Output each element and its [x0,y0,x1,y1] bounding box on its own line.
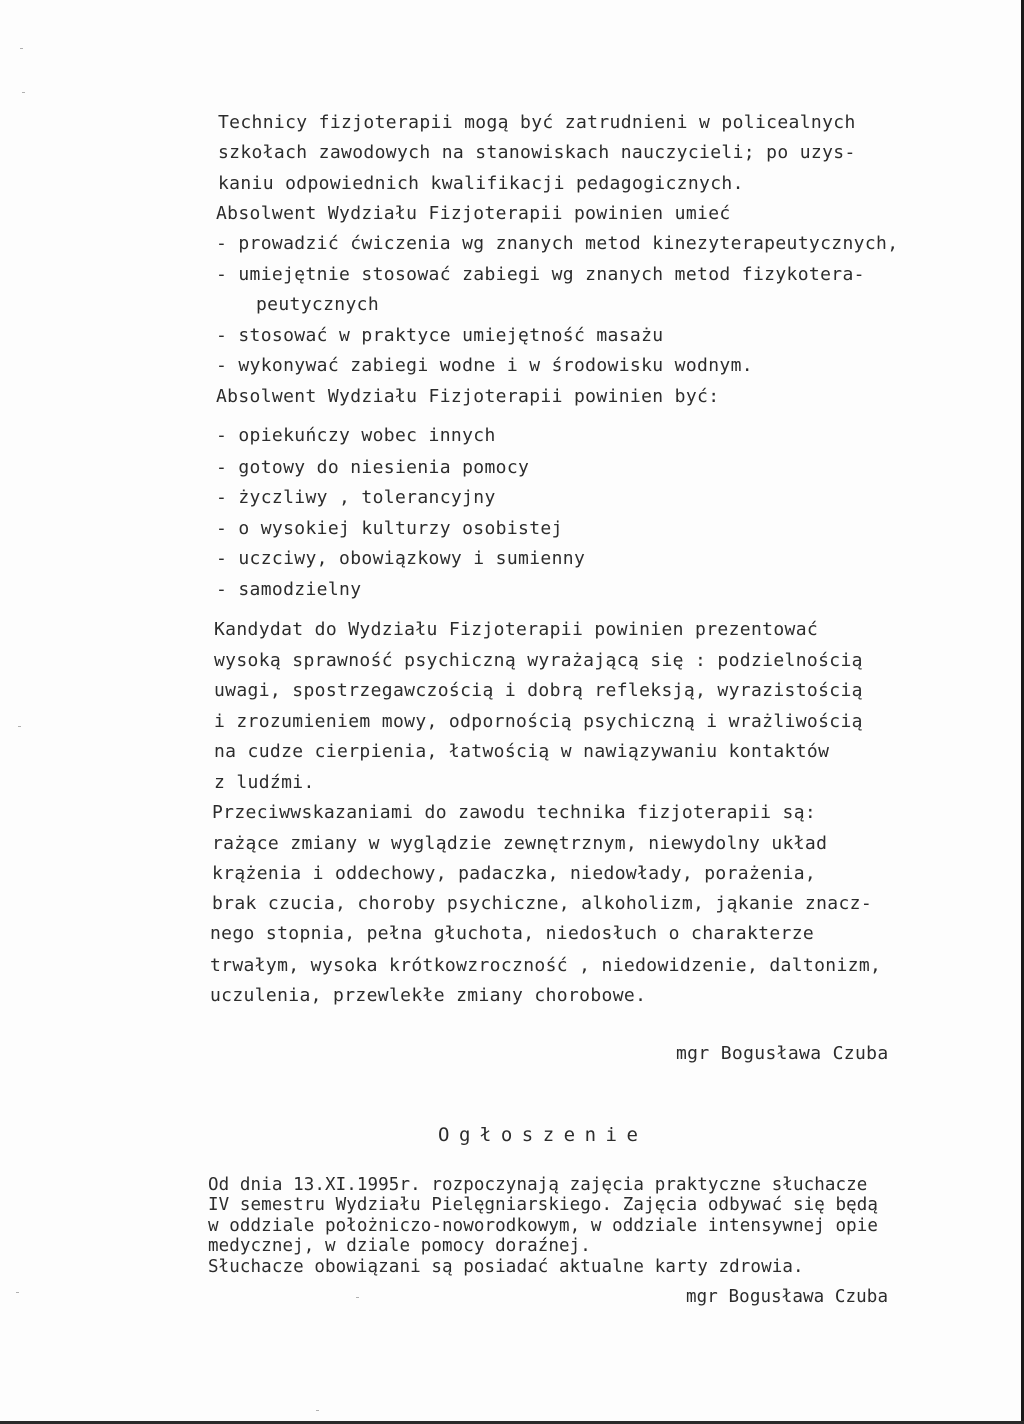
text-line-22: z ludźmi. [214,772,315,793]
text-line-18: wysoką sprawność psychiczną wyrażającą się : podzielnością [214,650,863,671]
scan-speck [18,726,21,727]
text-line-4: Absolwent Wydziału Fizjoterapii powinien umieć [216,203,731,224]
text-line-19: uwagi, spostrzegawczością i dobrą refleksją, wyrazistością [214,680,863,701]
text-line-28: trwałym, wysoka krótkowzroczność , niedowidzenie, daltonizm, [210,955,882,976]
announcement-line-4: medycznej, w dziale pomocy doraźnej. [208,1236,591,1256]
list-item-skill-3: - stosować w praktyce umiejętność masażu [216,325,664,346]
text-line-20: i zrozumieniem mowy, odpornością psychiczną i wrażliwością [214,711,863,732]
list-item-skill-2-cont: peutycznych [256,294,380,315]
text-line-27: nego stopnia, pełna głuchota, niedosłuch o charakterze [210,923,815,944]
scan-speck [20,48,23,49]
list-item-trait-2: - gotowy do niesienia pomocy [216,457,530,478]
list-item-skill-4: - wykonywać zabiegi wodne i w środowisku wodnym. [216,355,753,376]
announcement-line-1: Od dnia 13.XI.1995r. rozpoczynają zajęcia praktyczne słuchacze [208,1175,868,1195]
list-item-trait-3: - życzliwy , tolerancyjny [216,487,496,508]
text-line-23: Przeciwwskazaniami do zawodu technika fizjoterapii są: [212,802,817,823]
text-line-10: Absolwent Wydziału Fizjoterapii powinien być: [216,386,720,407]
list-item-trait-1: - opiekuńczy wobec innych [216,425,496,446]
list-item-trait-5: - uczciwy, obowiązkowy i sumienny [216,548,586,569]
list-item-trait-6: - samodzielny [216,579,362,600]
text-line-29: uczulenia, przewlekłe zmiany chorobowe. [210,985,647,1006]
scan-speck [356,1297,359,1298]
signature: mgr Bogusława Czuba [676,1043,889,1064]
announcement-line-5: Słuchacze obowiązani są posiadać aktualne karty zdrowia. [208,1257,804,1277]
announcement-signature: mgr Bogusława Czuba [686,1287,889,1307]
list-item-skill-2: - umiejętnie stosować zabiegi wg znanych metod fizykotera- [216,264,865,285]
scan-speck [16,1292,19,1293]
text-line-3: kaniu odpowiednich kwalifikacji pedagogicznych. [218,173,744,194]
scan-speck [316,1410,319,1411]
text-line-26: brak czucia, choroby psychiczne, alkoholizm, jąkanie znacz- [212,893,873,914]
announcement-line-3: w oddziale położniczo-noworodkowym, w oddziale intensywnej opie [208,1216,879,1236]
text-line-24: rażące zmiany w wyglądzie zewnętrznym, niewydolny układ [212,833,828,854]
text-line-25: krążenia i oddechowy, padaczka, niedowłady, porażenia, [212,863,817,884]
text-line-2: szkołach zawodowych na stanowiskach nauczycieli; po uzys- [218,142,856,163]
list-item-skill-1: - prowadzić ćwiczenia wg znanych metod kinezyterapeutycznych, [216,233,899,254]
announcement-title: Ogłoszenie [438,1124,648,1146]
announcement-line-2: IV semestru Wydziału Pielęgniarskiego. Zajęcia odbywać się będą [208,1195,879,1215]
list-item-trait-4: - o wysokiej kulturzy osobistej [216,518,563,539]
scan-speck [22,92,25,93]
text-line-1: Technicy fizjoterapii mogą być zatrudnieni w policealnych [218,112,856,133]
text-line-17: Kandydat do Wydziału Fizjoterapii powinien prezentować [214,619,819,640]
text-line-21: na cudze cierpienia, łatwością w nawiązywaniu kontaktów [214,741,830,762]
